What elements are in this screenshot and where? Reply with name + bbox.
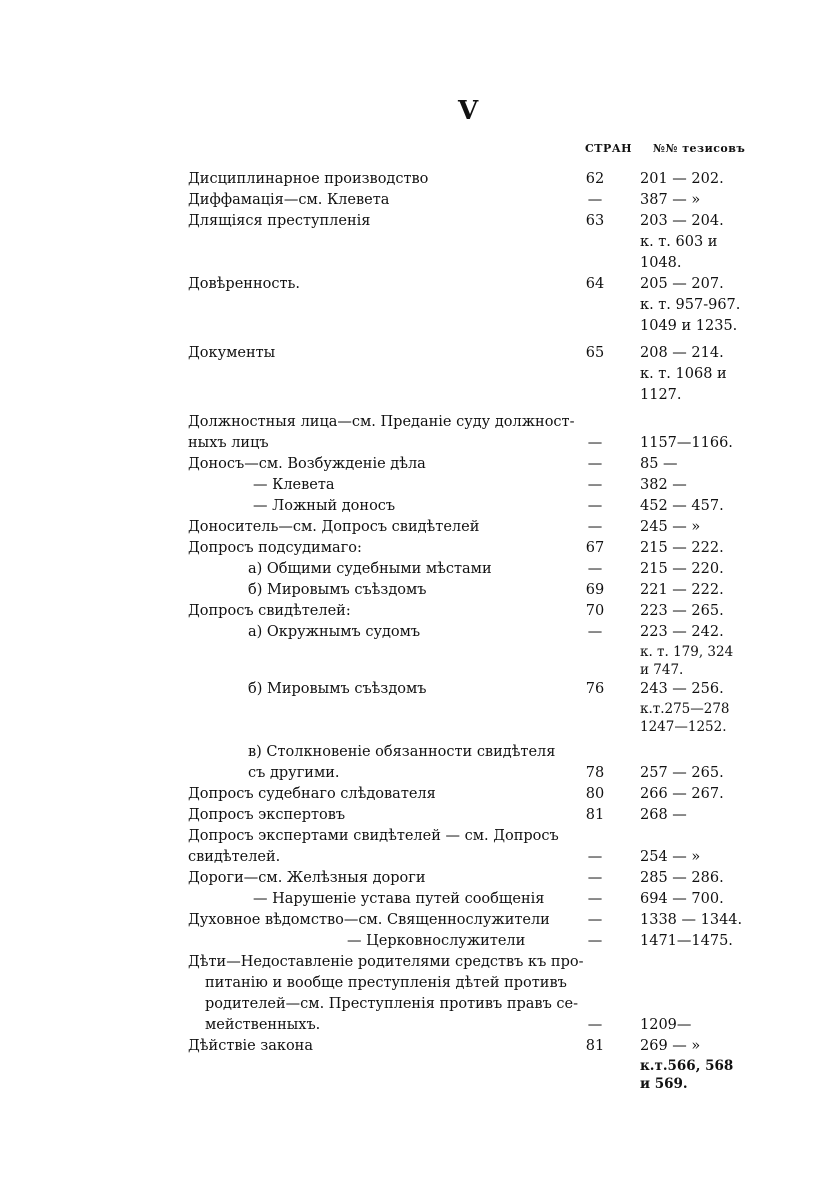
entry-page: 65: [585, 345, 605, 361]
entry-text: Дѣти—Недоставленіе родителями средствъ къ про-: [188, 954, 584, 970]
index-row: [0, 295, 840, 316]
entry-page: —: [587, 519, 603, 535]
entry-theses: 215 — 220.: [640, 561, 724, 577]
entry-text: Доноситель—см. Допросъ свидѣтелей: [188, 519, 480, 535]
entry-text: Довѣренность.: [188, 276, 300, 292]
entry-text: Допросъ экспертовъ: [188, 807, 346, 823]
entry-theses: 694 — 700.: [640, 891, 724, 907]
index-row: [0, 601, 840, 622]
index-row: [0, 580, 840, 601]
entry-theses: 215 — 222.: [640, 540, 724, 556]
index-row: [0, 847, 840, 868]
entry-text: б) Мировымъ съѣздомъ: [248, 681, 427, 697]
entry-page: —: [587, 870, 603, 886]
entry-page: —: [587, 624, 603, 640]
index-row: [0, 700, 840, 718]
index-row: [0, 661, 840, 679]
index-row: [0, 169, 840, 190]
entry-text: Дисциплинарное производство: [188, 171, 429, 187]
entry-text: питанію и вообще преступленія дѣтей противъ: [205, 975, 567, 991]
entry-page: —: [587, 1017, 603, 1033]
entry-theses: 452 — 457.: [640, 498, 724, 514]
entry-theses: 1209—: [640, 1017, 692, 1033]
entry-theses: 254 — »: [640, 849, 701, 865]
index-row: [0, 517, 840, 538]
entry-text: ныхъ лицъ: [188, 435, 269, 451]
entry-page: 76: [585, 681, 605, 697]
entry-theses: 1471—1475.: [640, 933, 733, 949]
index-row: [0, 952, 840, 973]
entry-page: —: [587, 477, 603, 493]
index-row: [0, 1036, 840, 1057]
index-row: [0, 316, 840, 337]
index-row: [0, 784, 840, 805]
entry-text: — Нарушеніе устава путей сообщенія: [253, 891, 545, 907]
entry-theses: 257 — 265.: [640, 765, 724, 781]
entry-text: Допросъ подсудимаго:: [188, 540, 362, 556]
index-row: [0, 994, 840, 1015]
entry-theses: и 569.: [640, 1076, 688, 1092]
entry-theses: 223 — 242.: [640, 624, 724, 640]
entry-theses: 387 — »: [640, 192, 701, 208]
entry-text: свидѣтелей.: [188, 849, 281, 865]
index-row: [0, 412, 840, 433]
entry-theses: 285 — 286.: [640, 870, 724, 886]
entry-text: — Ложный доносъ: [253, 498, 396, 514]
entry-theses: и 747.: [640, 662, 684, 678]
entry-text: мейственныхъ.: [205, 1017, 321, 1033]
entry-text: съ другими.: [248, 765, 340, 781]
index-row: [0, 826, 840, 847]
index-row: [0, 1075, 840, 1093]
entry-text: Дѣйствіе закона: [188, 1038, 313, 1054]
index-row: [0, 364, 840, 385]
index-row: [0, 889, 840, 910]
index-row: [0, 496, 840, 517]
index-row: [0, 190, 840, 211]
index-row: [0, 454, 840, 475]
entry-theses: 382 —: [640, 477, 687, 493]
entry-theses: 205 — 207.: [640, 276, 724, 292]
index-row: [0, 718, 840, 736]
index-row: [0, 805, 840, 826]
index-row: [0, 211, 840, 232]
entry-page: —: [587, 498, 603, 514]
index-row: [0, 232, 840, 253]
entry-text: а) Общими судебными мѣстами: [248, 561, 492, 577]
entry-page: 81: [585, 1038, 605, 1054]
index-row: [0, 973, 840, 994]
entry-page: 67: [585, 540, 605, 556]
entry-page: 63: [585, 213, 605, 229]
entry-theses: 1157—1166.: [640, 435, 733, 451]
entry-page: —: [587, 933, 603, 949]
index-row: [0, 679, 840, 700]
index-row: [0, 475, 840, 496]
entry-theses: к.т.566, 568: [640, 1058, 734, 1074]
entry-page: 81: [585, 807, 605, 823]
entry-page: —: [587, 891, 603, 907]
entry-theses: 208 — 214.: [640, 345, 724, 361]
index-row: [0, 253, 840, 274]
entry-theses: к. т. 603 и: [640, 234, 718, 250]
index-row: [0, 274, 840, 295]
index-entries: [0, 169, 840, 1093]
index-row: [0, 343, 840, 364]
entry-page: 80: [585, 786, 605, 802]
entry-theses: 245 — »: [640, 519, 701, 535]
entry-theses: к. т. 1068 и: [640, 366, 727, 382]
entry-text: Дороги—см. Желѣзныя дороги: [188, 870, 426, 886]
entry-text: Духовное вѣдомство—см. Священнослужители: [188, 912, 550, 928]
entry-page: 78: [585, 765, 605, 781]
entry-text: родителей—см. Преступленія противъ правъ се-: [205, 996, 579, 1012]
entry-theses: 266 — 267.: [640, 786, 724, 802]
index-row: [0, 931, 840, 952]
entry-page: 69: [585, 582, 605, 598]
entry-text: — Церковнослужители: [347, 933, 526, 949]
index-row: [0, 1015, 840, 1036]
entry-theses: 1127.: [640, 387, 682, 403]
index-row: [0, 622, 840, 643]
entry-page: 64: [585, 276, 605, 292]
entry-theses: 1338 — 1344.: [640, 912, 743, 928]
entry-theses: 268 —: [640, 807, 687, 823]
entry-theses: 1247—1252.: [640, 719, 727, 735]
entry-theses: 1049 и 1235.: [640, 318, 738, 334]
theses-column-header: №№ тезисовъ: [653, 142, 746, 155]
entry-text: Допросъ свидѣтелей:: [188, 603, 351, 619]
entry-page: —: [587, 912, 603, 928]
entry-text: а) Окружнымъ судомъ: [248, 624, 421, 640]
index-row: [0, 763, 840, 784]
entry-theses: к. т. 957-967.: [640, 297, 741, 313]
entry-text: Должностныя лица—см. Преданіе суду должност-: [188, 414, 575, 430]
index-row: [0, 643, 840, 661]
entry-theses: 269 — »: [640, 1038, 701, 1054]
index-row: [0, 538, 840, 559]
entry-text: Диффамація—см. Клевета: [188, 192, 390, 208]
index-row: [0, 385, 840, 406]
entry-theses: 1048.: [640, 255, 682, 271]
index-row: [0, 433, 840, 454]
entry-theses: к. т. 179, 324: [640, 644, 734, 660]
entry-text: Допросъ судебнаго слѣдователя: [188, 786, 436, 802]
index-row: [0, 742, 840, 763]
entry-page: 70: [585, 603, 605, 619]
entry-page: —: [587, 849, 603, 865]
entry-theses: 203 — 204.: [640, 213, 724, 229]
entry-text: Допросъ экспертами свидѣтелей — см. Допросъ: [188, 828, 559, 844]
entry-theses: 221 — 222.: [640, 582, 724, 598]
index-row: [0, 1057, 840, 1075]
page-number: V: [458, 96, 479, 126]
entry-theses: 201 — 202.: [640, 171, 724, 187]
pages-column-header: СТРАН: [585, 142, 633, 155]
entry-theses: 243 — 256.: [640, 681, 724, 697]
entry-theses: 85 —: [640, 456, 678, 472]
entry-text: Доносъ—см. Возбужденіе дѣла: [188, 456, 426, 472]
entry-theses: 223 — 265.: [640, 603, 724, 619]
entry-text: б) Мировымъ съѣздомъ: [248, 582, 427, 598]
entry-text: Документы: [188, 345, 276, 361]
entry-page: —: [587, 561, 603, 577]
entry-text: — Клевета: [253, 477, 335, 493]
entry-theses: к.т.275—278: [640, 701, 730, 717]
index-row: [0, 868, 840, 889]
entry-text: в) Столкновеніе обязанности свидѣтеля: [248, 744, 556, 760]
entry-page: —: [587, 435, 603, 451]
index-row: [0, 559, 840, 580]
entry-text: Длящіяся преступленія: [188, 213, 371, 229]
entry-page: —: [587, 456, 603, 472]
entry-page: —: [587, 192, 603, 208]
index-row: [0, 910, 840, 931]
entry-page: 62: [585, 171, 605, 187]
